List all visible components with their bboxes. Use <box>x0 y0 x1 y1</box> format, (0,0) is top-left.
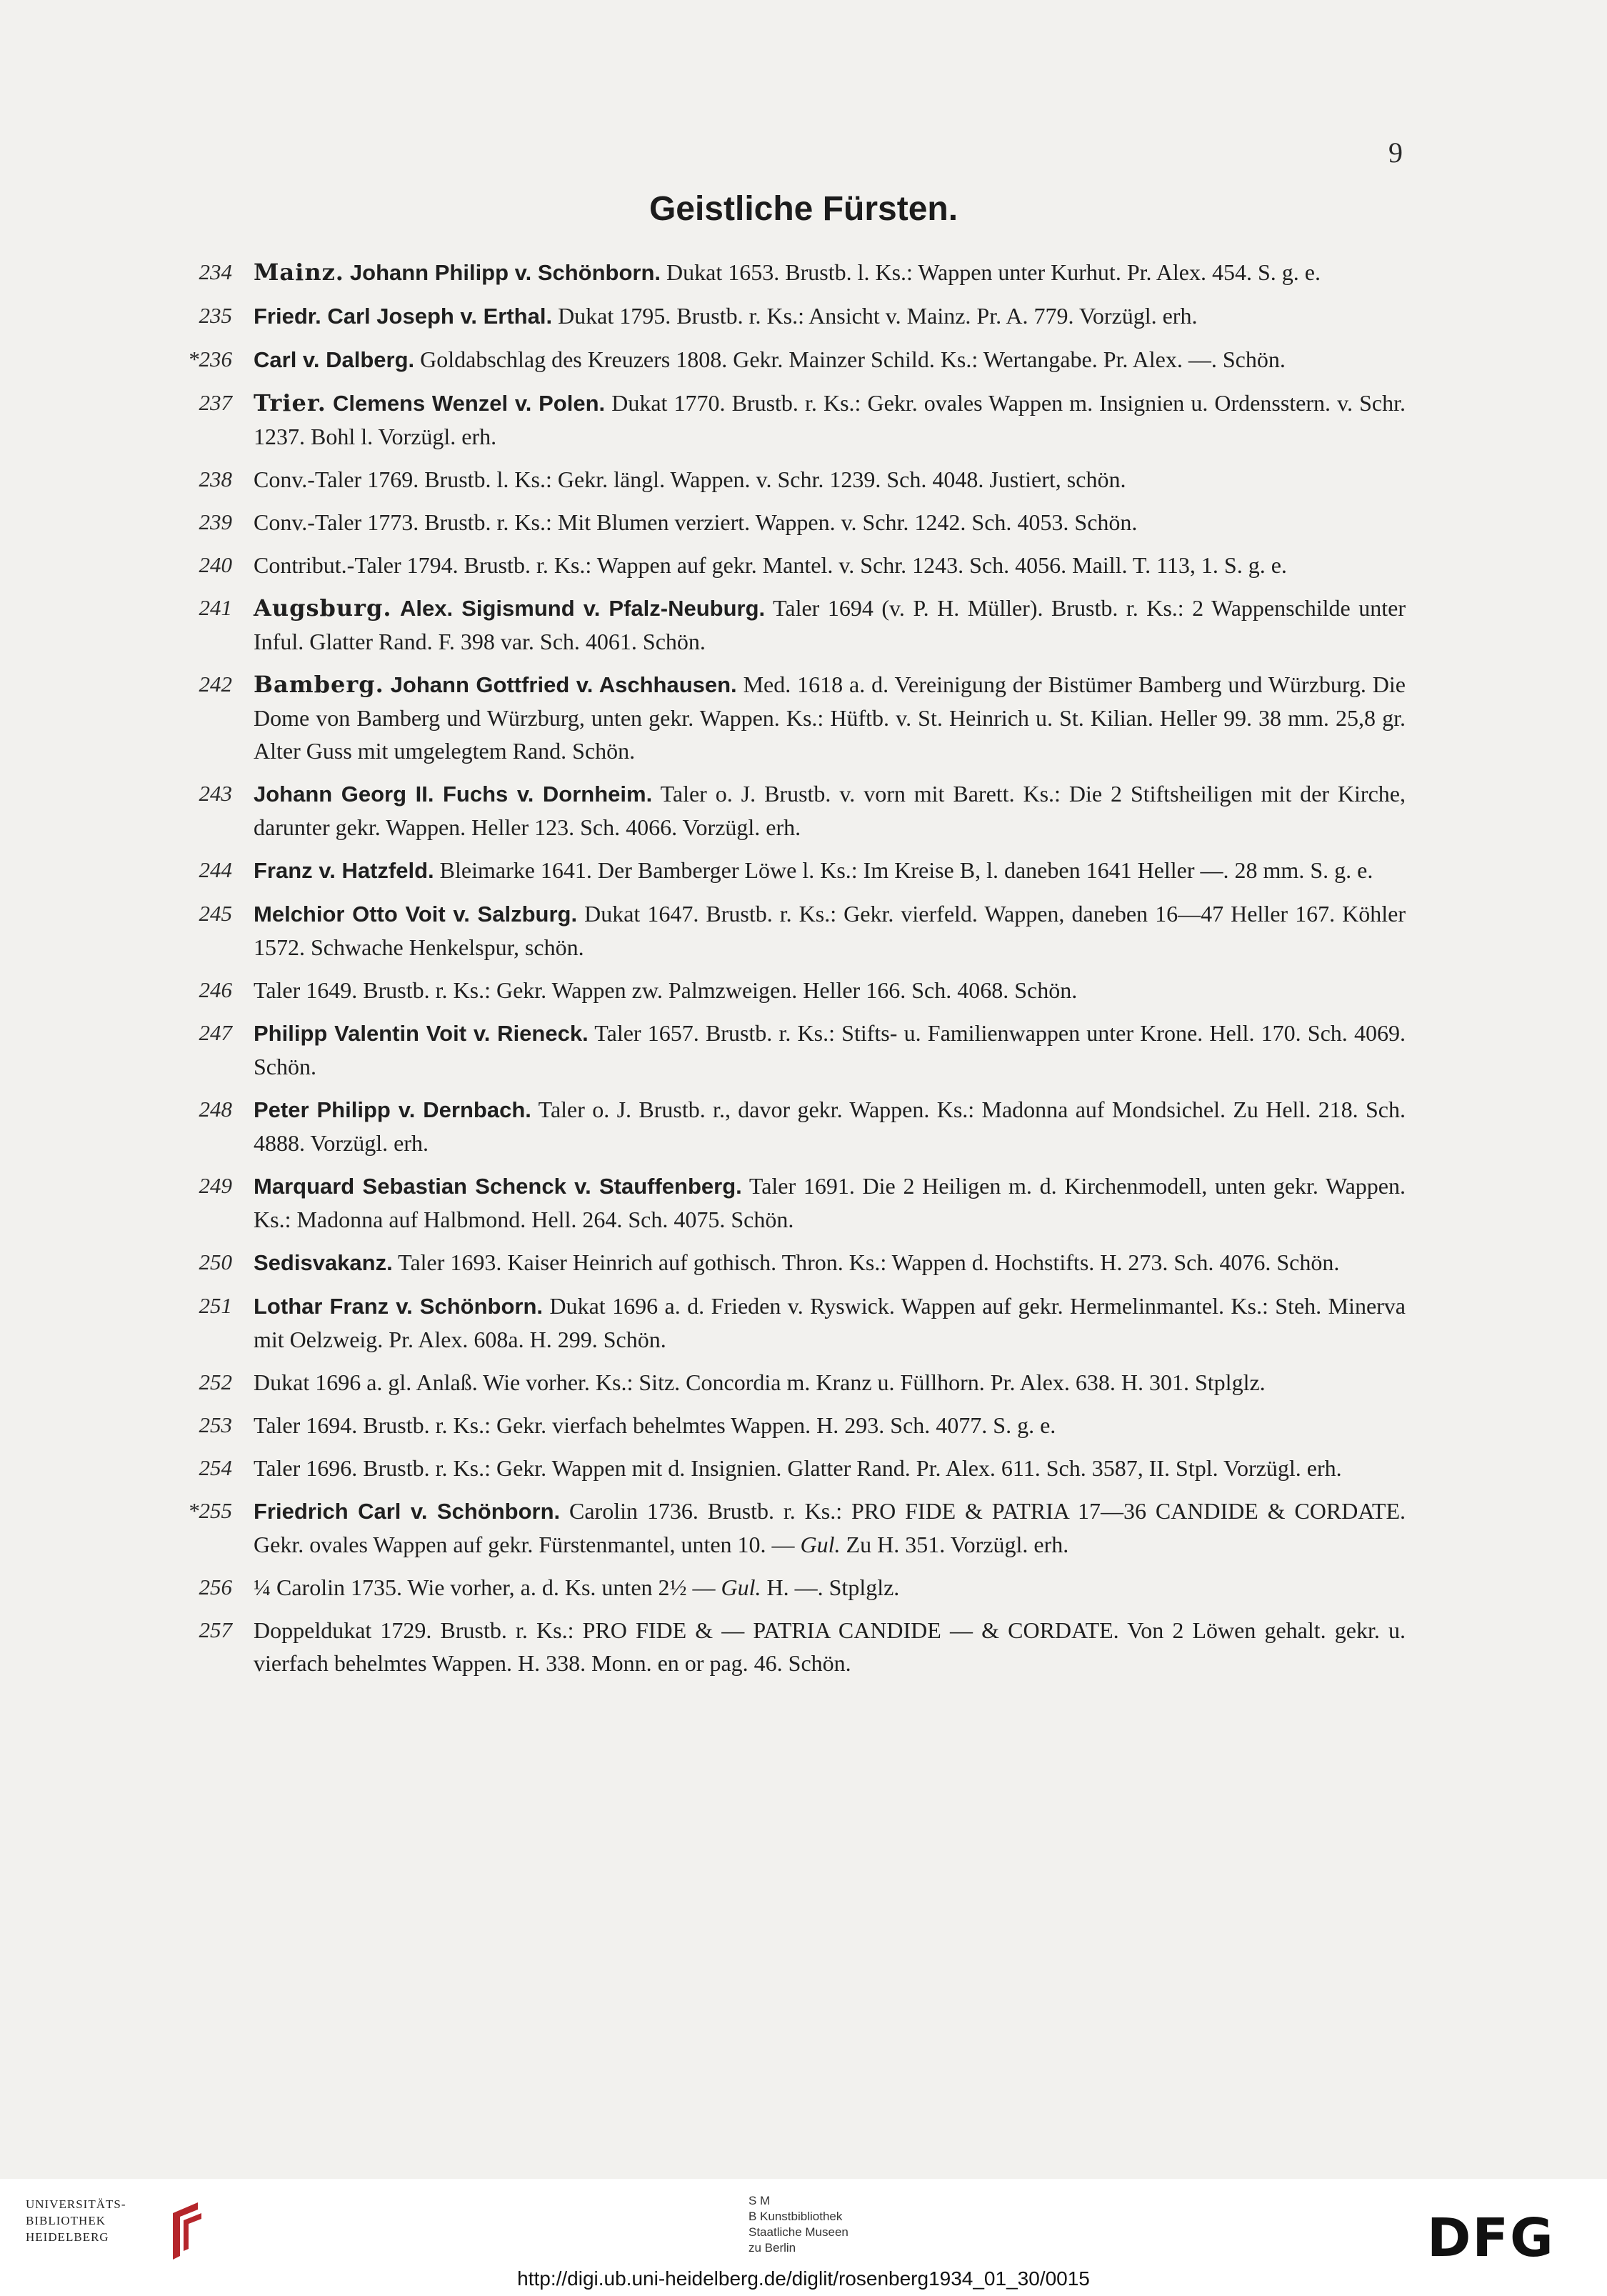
catalog-entry <box>163 1093 1406 1159</box>
entry-number: 257 <box>199 1617 232 1642</box>
catalog-entry <box>163 1017 1406 1083</box>
entry-description: Conv.-Taler 1769. Brustb. l. Ks.: Gekr. längl. Wappen. v. Schr. 1239. Sch. 4048. Justiert, schön. <box>254 466 1126 492</box>
entry-description: Taler 1694. Brustb. r. Ks.: Gekr. vierfach behelmtes Wappen. H. 293. Sch. 4077. S. g. e. <box>254 1412 1056 1438</box>
entry-text <box>254 1409 1406 1442</box>
entry-text <box>254 386 1406 453</box>
entry-heading: Peter Philipp v. Dernbach. <box>254 1097 531 1122</box>
catalog-entry <box>163 343 1406 376</box>
entry-description: Gul. <box>800 1532 841 1557</box>
entry-heading: Johann Gottfried v. Aschhausen. <box>390 672 737 697</box>
entry-heading: Carl v. Dalberg. <box>254 347 415 372</box>
entry-heading: Sedisvakanz. <box>254 1250 393 1275</box>
catalog-entry <box>163 463 1406 496</box>
catalog-entry <box>163 386 1406 453</box>
entry-number: 234 <box>199 259 232 284</box>
catalog-entry <box>163 1571 1406 1604</box>
entry-number: 250 <box>199 1249 232 1274</box>
entry-text <box>254 1614 1406 1679</box>
entry-text <box>254 1452 1406 1484</box>
library-name: UNIVERSITÄTS- BIBLIOTHEK HEIDELBERG <box>26 2197 126 2244</box>
entry-description: Dukat 1770. Brustb. r. Ks.: Gekr. ovales Wappen m. Insignien u. Ordensstern. v. Schr. 1237. Bohl l. Vorzügl. erh. <box>254 390 1406 449</box>
entry-description: Taler 1657. Brustb. r. Ks.: Stifts- u. Familienwappen unter Krone. Hell. 170. Sch. 4069. Schön. <box>254 1020 1406 1079</box>
entry-description: Dukat 1696 a. d. Frieden v. Ryswick. Wappen auf gekr. Hermelinmantel. Ks.: Steh. Minerva mit Oelzweig. Pr. Alex. 608a. H. 299. Schön. <box>254 1293 1406 1352</box>
entry-number: 252 <box>199 1369 232 1394</box>
entry-text <box>254 1494 1406 1561</box>
entry-description: ¼ Carolin 1735. Wie vorher, a. d. Ks. unten 2½ — <box>254 1574 721 1600</box>
entry-number: 249 <box>199 1173 232 1198</box>
entry-number: 235 <box>199 303 232 328</box>
entry-number: 248 <box>199 1097 232 1122</box>
catalog-entry <box>163 256 1406 289</box>
entry-description: Conv.-Taler 1773. Brustb. r. Ks.: Mit Blumen verziert. Wappen. v. Schr. 1242. Sch. 4053. Schön. <box>254 509 1138 535</box>
entry-number: 243 <box>199 781 232 806</box>
entry-city: Bamberg. <box>254 671 384 698</box>
entry-text <box>254 1093 1406 1159</box>
entry-text <box>254 1246 1406 1279</box>
entry-description: Taler o. J. Brustb. r., davor gekr. Wappen. Ks.: Madonna auf Mondsichel. Zu Hell. 218. Sch. 4888. Vorzügl. erh. <box>254 1097 1406 1156</box>
entry-heading: Melchior Otto Voit v. Salzburg. <box>254 902 578 927</box>
catalog-entry <box>163 1614 1406 1679</box>
entry-text <box>254 777 1406 844</box>
entry-text <box>254 299 1406 333</box>
entry-description: Taler o. J. Brustb. v. vorn mit Barett. Ks.: Die 2 Stiftsheiligen mit der Kirche, darunter gekr. Wappen. Heller 123. Sch. 4066. Vorzügl. erh. <box>254 781 1406 840</box>
entry-number: 244 <box>199 857 232 882</box>
entry-description: Contribut.-Taler 1794. Brustb. r. Ks.: Wappen auf gekr. Mantel. v. Schr. 1243. Sch. 4056. Maill. T. 113, 1. S. g. e. <box>254 552 1287 578</box>
catalog-entry <box>163 1246 1406 1279</box>
catalog-entry <box>163 592 1406 658</box>
catalog-entry <box>163 897 1406 964</box>
catalog-entry <box>163 1452 1406 1484</box>
library-emblem-icon <box>159 2199 209 2263</box>
entry-description: Carolin 1736. Brustb. r. Ks.: PRO FIDE & PATRIA 17—36 CANDIDE & CORDATE. Gekr. ovales Wappen auf gekr. Fürstenmantel, unten 10. — <box>254 1498 1406 1557</box>
dfg-logo[interactable]: DFG <box>1427 2207 1555 2269</box>
entry-description: Doppeldukat 1729. Brustb. r. Ks.: PRO FIDE & — PATRIA CANDIDE — & CORDATE. Von 2 Löwen gehalt. gekr. u. vierfach behelmtes Wappen. H. 338. Monn. en or pag. 46. Schön. <box>254 1617 1406 1676</box>
entry-text <box>254 1289 1406 1356</box>
entry-description <box>344 259 350 285</box>
entry-text <box>254 256 1406 289</box>
entry-heading: Lothar Franz v. Schönborn. <box>254 1294 544 1319</box>
entry-number: *236 <box>188 346 232 371</box>
entry-text <box>254 668 1406 767</box>
entry-number: 238 <box>199 466 232 491</box>
entry-number: 245 <box>199 901 232 926</box>
museum-credit: S M B Kunstbibliothek Staatliche Museen zu Berlin <box>749 2194 848 2255</box>
entry-description: Bleimarke 1641. Der Bamberger Löwe l. Ks.: Im Kreise B, l. daneben 1641 Heller —. 28 mm. S. g. e. <box>434 857 1373 883</box>
entry-number: 237 <box>199 390 232 415</box>
entry-text <box>254 974 1406 1007</box>
entry-city: Mainz. <box>254 259 344 286</box>
entry-heading: Clemens Wenzel v. Polen. <box>333 391 606 416</box>
entry-description: Taler 1696. Brustb. r. Ks.: Gekr. Wappen mit d. Insignien. Glatter Rand. Pr. Alex. 611. Sch. 3587, II. Stpl. Vorzügl. erh. <box>254 1455 1342 1481</box>
catalog-entry <box>163 299 1406 333</box>
page-number: 9 <box>1388 136 1403 169</box>
entry-text <box>254 1366 1406 1399</box>
entry-description: Dukat 1696 a. gl. Anlaß. Wie vorher. Ks.: Sitz. Concordia m. Kranz u. Füllhorn. Pr. Alex. 638. H. 301. Stplglz. <box>254 1369 1266 1395</box>
catalog-entry <box>163 1289 1406 1356</box>
entry-number: 253 <box>199 1412 232 1437</box>
entry-description: Gul. <box>721 1574 761 1600</box>
library-logo[interactable] <box>26 2196 211 2267</box>
catalog-entry <box>163 1169 1406 1236</box>
catalog-entry <box>163 506 1406 539</box>
entry-description: Med. 1618 a. d. Vereinigung der Bistümer Bamberg und Würzburg. Die Dome von Bamberg und Würzburg, unten gekr. Wappen. Ks.: Hüftb. v. St. Heinrich u. St. Kilian. Heller 99. 38 mm. 25,8 gr. Alter Guss mit umgelegtem Rand. Schön. <box>254 672 1406 764</box>
entry-city: Augsburg. <box>254 594 392 622</box>
entry-heading: Friedr. Carl Joseph v. Erthal. <box>254 304 553 329</box>
entry-description: Dukat 1653. Brustb. l. Ks.: Wappen unter Kurhut. Pr. Alex. 454. S. g. e. <box>661 259 1321 285</box>
entry-number: 254 <box>199 1455 232 1480</box>
catalog-entry <box>163 1366 1406 1399</box>
entry-text <box>254 506 1406 539</box>
entry-heading: Marquard Sebastian Schenck v. Stauffenberg. <box>254 1174 742 1199</box>
entry-description <box>392 595 401 621</box>
entry-number: 256 <box>199 1574 232 1599</box>
entry-text <box>254 1571 1406 1604</box>
source-url-link[interactable]: http://digi.ub.uni-heidelberg.de/diglit/rosenberg1934_01_30/0015 <box>517 2267 1090 2290</box>
entry-number: *255 <box>188 1498 232 1523</box>
catalog-entry <box>163 549 1406 582</box>
entry-description: Dukat 1647. Brustb. r. Ks.: Gekr. vierfeld. Wappen, daneben 16—47 Heller 167. Köhler 1572. Schwache Henkelspur, schön. <box>254 901 1406 960</box>
entry-description: Taler 1693. Kaiser Heinrich auf gothisch. Thron. Ks.: Wappen d. Hochstifts. H. 273. Sch. 4076. Schön. <box>392 1249 1340 1275</box>
entry-number: 240 <box>199 552 232 577</box>
entry-city: Trier. <box>254 389 326 416</box>
footer <box>0 2179 1607 2296</box>
entry-description: Goldabschlag des Kreuzers 1808. Gekr. Mainzer Schild. Ks.: Wertangabe. Pr. Alex. —. Schön. <box>414 346 1286 372</box>
catalog-entry <box>163 1409 1406 1442</box>
catalog-entry <box>163 854 1406 887</box>
catalog-entry <box>163 1494 1406 1561</box>
entry-heading: Johann Georg II. Fuchs v. Dornheim. <box>254 782 653 807</box>
entry-text <box>254 549 1406 582</box>
entry-text <box>254 897 1406 964</box>
entry-text <box>254 463 1406 496</box>
entry-description: Dukat 1795. Brustb. r. Ks.: Ansicht v. Mainz. Pr. A. 779. Vorzügl. erh. <box>552 303 1198 329</box>
entry-description: Taler 1694 (v. P. H. Müller). Brustb. r. Ks.: 2 Wappenschilde unter Inful. Glatter Rand. F. 398 var. Sch. 4061. Schön. <box>254 595 1406 654</box>
entry-number: 251 <box>199 1293 232 1318</box>
entry-description: H. —. Stplglz. <box>761 1574 900 1600</box>
catalog-entry <box>163 777 1406 844</box>
entry-heading: Franz v. Hatzfeld. <box>254 858 434 883</box>
entry-text <box>254 1017 1406 1083</box>
entry-number: 247 <box>199 1020 232 1045</box>
entry-description <box>326 390 333 416</box>
entry-heading: Johann Philipp v. Schönborn. <box>349 260 661 285</box>
entry-number: 242 <box>199 672 232 697</box>
entry-heading: Alex. Sigismund v. Pfalz-Neuburg. <box>400 596 766 621</box>
entry-description <box>384 672 391 697</box>
entry-text <box>254 1169 1406 1236</box>
entry-text <box>254 592 1406 658</box>
entry-description: Taler 1691. Die 2 Heiligen m. d. Kirchenmodell, unten gekr. Wappen. Ks.: Madonna auf Halbmond. Hell. 264. Sch. 4075. Schön. <box>254 1173 1406 1232</box>
entry-heading: Friedrich Carl v. Schönborn. <box>254 1499 561 1524</box>
page-title: Geistliche Fürsten. <box>649 190 958 228</box>
entry-text <box>254 343 1406 376</box>
entry-number: 239 <box>199 509 232 534</box>
entry-text <box>254 854 1406 887</box>
catalog-list <box>163 256 1406 1689</box>
catalog-entry <box>163 668 1406 767</box>
entry-number: 246 <box>199 977 232 1002</box>
entry-description: Taler 1649. Brustb. r. Ks.: Gekr. Wappen zw. Palmzweigen. Heller 166. Sch. 4068. Schön. <box>254 977 1078 1003</box>
entry-number: 241 <box>199 595 232 620</box>
entry-description: Zu H. 351. Vorzügl. erh. <box>840 1532 1069 1557</box>
catalog-entry <box>163 974 1406 1007</box>
entry-heading: Philipp Valentin Voit v. Rieneck. <box>254 1021 589 1046</box>
